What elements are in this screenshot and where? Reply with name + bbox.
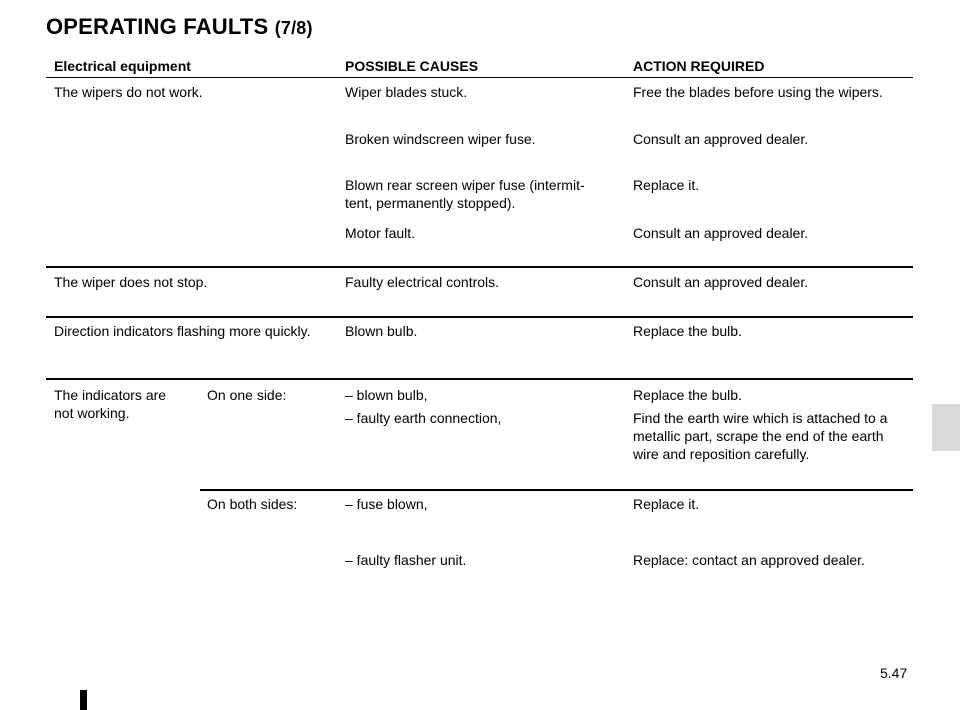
action-text: Replace it. [633,496,700,512]
section-tab-marker [932,404,960,451]
section-rule [46,266,913,268]
action-text: Consult an approved dealer. [633,131,809,147]
page-title [46,14,313,40]
header-possible-causes: POSSIBLE CAUSES [345,58,479,74]
cause-text: – faulty earth connection, [345,410,502,426]
subcase-both-sides: On both sides: [207,496,298,512]
action-text: Replace it. [633,177,700,193]
cause-text: – fuse blown, [345,496,428,512]
section-rule [46,378,913,380]
header-action-required: ACTION REQUIRED [633,58,765,74]
cause-text: Blown rear screen wiper fuse (intermit- tent, permanently stopped). [345,177,585,211]
header-electrical-equipment: Electrical equipment [54,58,191,74]
title-part: (7/8) [274,18,313,38]
action-text: Replace the bulb. [633,387,742,403]
cause-text: Broken windscreen wiper fuse. [345,131,536,147]
action-text: Free the blades before using the wipers. [633,84,883,100]
action-text: Consult an approved dealer. [633,225,809,241]
action-text: Replace: contact an approved dealer. [633,552,865,568]
subcase-one-side: On one side: [207,387,287,403]
title-main: OPERATING FAULTS [46,14,269,39]
corner-mark [80,690,87,710]
cause-text: Wiper blades stuck. [345,84,468,100]
header-rule [46,77,913,78]
cause-text: Motor fault. [345,225,416,241]
action-text: Consult an approved dealer. [633,274,809,290]
action-text: Replace the bulb. [633,323,742,339]
cause-text: – faulty flasher unit. [345,552,467,568]
section-rule [46,316,913,318]
equipment-wiper-stop: The wiper does not stop. [54,274,208,290]
cause-text: Faulty electrical controls. [345,274,500,290]
equipment-indicators: The indicators are not working. [54,387,167,421]
cause-text: Blown bulb. [345,323,418,339]
cause-text: – blown bulb, [345,387,428,403]
action-text: Find the earth wire which is attached to a metallic part, scrape the end of the earth wire and reposition carefully. [633,410,888,462]
equipment-wipers: The wipers do not work. [54,84,203,100]
page-number: 5.47 [880,665,908,681]
equipment-direction-indicators: Direction indicators flashing more quickly. [54,323,311,339]
subsection-rule [200,489,913,491]
